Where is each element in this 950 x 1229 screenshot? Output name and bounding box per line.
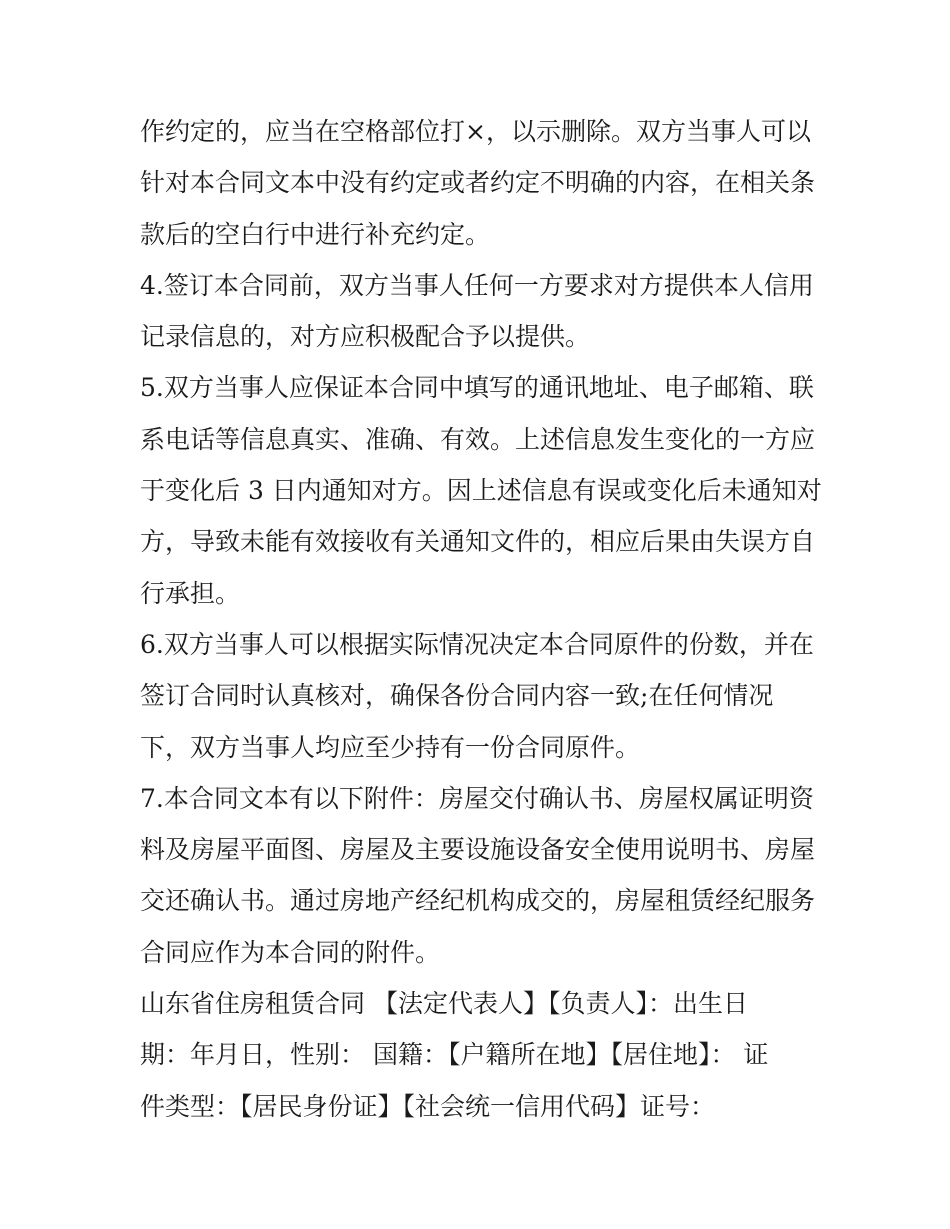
clause-4-line: 4.签订本合同前，双方当事人任何一方要求对方提供本人信用 — [140, 270, 814, 300]
text-line: 于变化后 3 日内通知对方。因上述信息有误或变化后未通知对 — [140, 476, 822, 506]
text-line: 签订合同时认真核对，确保各份合同内容一致;在任何情况 — [140, 681, 774, 711]
text-line: 款后的空白行中进行补充约定。 — [140, 219, 491, 249]
text-line: 合同应作为本合同的附件。 — [140, 937, 441, 967]
text-line: 料及房屋平面图、房屋及主要设施设备安全使用说明书、房屋 — [140, 835, 816, 865]
clause-5-line: 5.双方当事人应保证本合同中填写的通讯地址、电子邮箱、联 — [140, 373, 814, 403]
party-info-line: 期：年月日，性别： 国籍：【户籍所在地】【居住地】： 证 — [140, 1040, 769, 1070]
document-body — [140, 106, 820, 1132]
text-line: 下，双方当事人均应至少持有一份合同原件。 — [140, 732, 641, 762]
text-line: 系电话等信息真实、准确、有效。上述信息发生变化的一方应 — [140, 424, 816, 454]
party-info-line: 山东省住房租赁合同 【法定代表人】【负责人】：出生日 — [140, 989, 748, 1019]
text-line: 行承担。 — [140, 578, 241, 608]
clause-6-line: 6.双方当事人可以根据实际情况决定本合同原件的份数，并在 — [140, 629, 814, 659]
text-line: 针对本合同文本中没有约定或者约定不明确的内容，在相关条 — [140, 168, 816, 198]
text-line: 作约定的，应当在空格部位打×，以示删除。双方当事人可以 — [140, 117, 811, 146]
text-line: 交还确认书。通过房地产经纪机构成交的，房屋租赁经纪服务 — [140, 886, 816, 916]
text-line: 方，导致未能有效接收有关通知文件的，相应后果由失误方自 — [140, 527, 816, 557]
text-line: 记录信息的，对方应积极配合予以提供。 — [140, 322, 591, 352]
party-info-line: 件类型：【居民身份证】【社会统一信用代码】证号： — [140, 1091, 716, 1121]
clause-7-line: 7.本合同文本有以下附件：房屋交付确认书、房屋权属证明资 — [140, 783, 814, 813]
